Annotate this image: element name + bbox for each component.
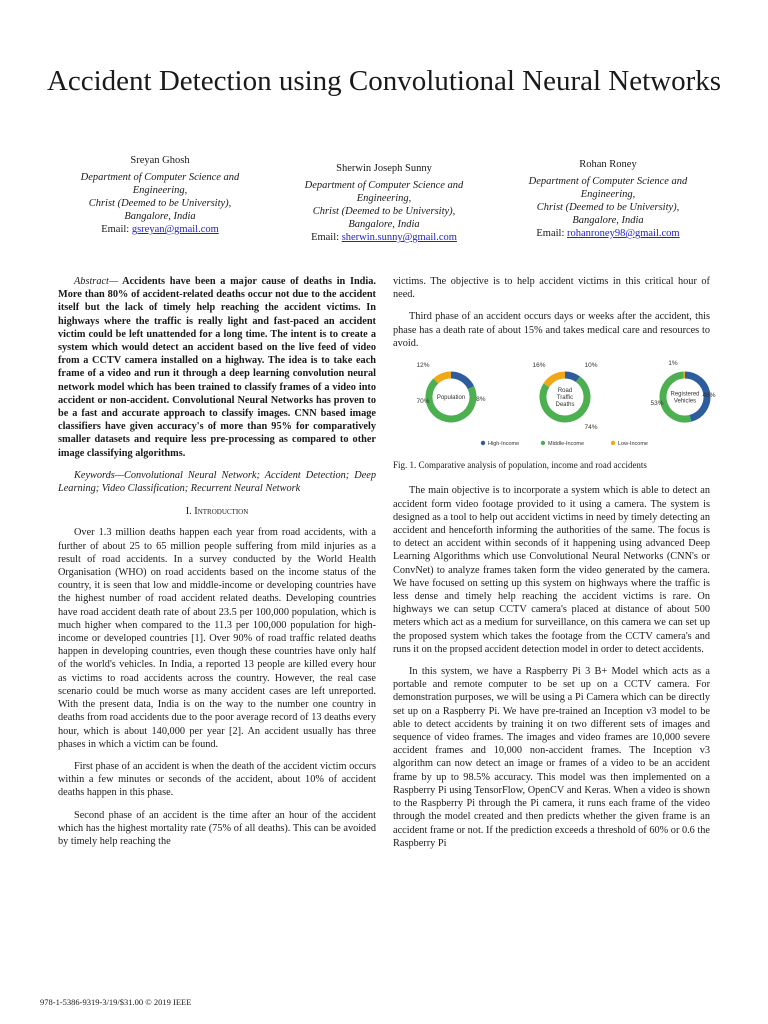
author-city: Bangalore, India	[124, 211, 196, 222]
slice-label: 46%	[702, 392, 716, 400]
legend-marker	[611, 441, 615, 445]
email-label: Email:	[536, 228, 565, 239]
donut-center-label: Traffic	[556, 395, 574, 402]
author-inst: Christ (Deemed to be University),	[312, 206, 456, 217]
author-city: Bangalore, India	[348, 219, 420, 230]
author-dept: Department of Computer Science and Engineering,	[528, 176, 688, 200]
slice-label: 70%	[416, 398, 430, 406]
donut-center-label: Deaths	[555, 402, 575, 409]
donut-charts	[393, 359, 716, 451]
author-email-link[interactable]: sherwin.sunny@gmail.com	[341, 232, 457, 243]
donut-segment	[436, 375, 451, 381]
figure-1	[393, 359, 716, 455]
slice-label: 18%	[472, 396, 486, 404]
donut-center-label: Vehicles	[673, 398, 697, 405]
slice-label: 1%	[668, 360, 678, 368]
donut-center-label: Population	[436, 395, 466, 402]
slice-label: 10%	[584, 362, 598, 370]
author-block-1	[60, 154, 260, 236]
author-inst: Christ (Deemed to be University),	[88, 198, 232, 209]
donut-center-label: Registered	[670, 391, 700, 398]
keywords-text: Convolutional Neural Network; Accident Detection; Deep Learning; Video Classification; Recurrent Neural Network	[58, 469, 376, 495]
paragraph: First phase of an accident is when the death of the accident victim occurs within a few minutes or seconds of the accident, about 10% of accident deaths happen in this phase.	[58, 760, 376, 799]
keywords	[58, 469, 376, 495]
slice-label: 53%	[650, 400, 664, 408]
copyright-footer: 978-1-5386-9319-3/19/$31.00 © 2019 IEEE	[40, 997, 192, 1007]
abstract-text: Accidents have been a major cause of deaths in India. More than 80% of accident-related deaths occur not due to the accident itself but the lack of timely help reaching the accident victims. In highways where the traffic is really light and fast-paced an accident victim could be left unattended for a long time. The intent is to create a system which would detect an accident based on the live feed of video from a CCTV camera installed on a highway. The idea is to take each frame of a video and run it through a deep learning convolution neural network model which has been trained to classify frames of a video into accident or non-accident. Convolutional Neural Networks has proven to be a fast and accurate approach to classify images. CNN based image classifiers have given accuracy's of more than 95% for comparatively smaller datasets and require less pre-processing as compared to other image classifying algorithms.	[58, 276, 376, 459]
slice-label: 74%	[584, 424, 598, 432]
section-heading: I. Introduction	[185, 506, 249, 518]
paragraph: Second phase of an accident is the time after an hour of the accident which has the highest mortality rate (75% of all deaths). This can be avoided by timely help reaching the	[58, 809, 376, 847]
legend-label: Low-Income	[618, 441, 648, 448]
slice-label: 12%	[416, 362, 430, 370]
author-block-2	[284, 162, 484, 244]
legend-label: High-Income	[488, 441, 520, 448]
slice-label: 16%	[532, 362, 546, 370]
donut-center-label: Road	[557, 388, 573, 395]
abstract-lead: Abstract—	[74, 276, 119, 287]
author-block-3	[508, 158, 708, 240]
donut-segment	[546, 375, 565, 385]
right-column	[393, 275, 716, 859]
author-email-link[interactable]: gsreyan@gmail.com	[131, 224, 219, 235]
left-column	[58, 275, 376, 857]
paragraph: victims. The objective is to help accident victims in this critical hour of need.	[393, 276, 710, 301]
author-city: Bangalore, India	[572, 215, 644, 226]
legend-marker	[481, 441, 485, 445]
author-name: Sreyan Ghosh	[130, 155, 190, 166]
legend-label: Middle-Income	[548, 441, 585, 448]
author-inst: Christ (Deemed to be University),	[536, 202, 680, 213]
donut-segment	[565, 375, 578, 379]
paragraph: The main objective is to incorporate a system which is able to detect an accident form video footage provided to it using a camera. The system is designed as a tool to help out accident victims in need by timely detecting an accident and henceforth informing the authorities of the same. The focus is to detect an accident within seconds of it happening using advanced Deep Learning Algorithms which use Convolutional Neural Networks (CNN's or ConvNet) to analyze frames taken form the video generated by the camera. We have focused on setting up this system on highways where the traffic is less dense and timely help reaching the accident victims is rare. On highways we can setup CCTV camera's placed at distance of about 500 meters which act as a medium for surveillance, on this camera we can set up the proposed system which takes the footage from the CCTV camera's and runs it on the propsed accident detection model in order to detect accidents.	[393, 485, 710, 655]
author-name: Rohan Roney	[579, 159, 637, 170]
author-email-link[interactable]: rohanroney98@gmail.com	[567, 228, 680, 239]
email-label: Email:	[311, 232, 340, 243]
paragraph: In this system, we have a Raspberry Pi 3 B+ Model which acts as a portable and remote computer to be set up on a CCTV camera. For demonstration purposes, we will be using a Pi Camera which can be directly set up on a Raspberry Pi. We have pre-trained an Inception v3 model to be able to detect accidents by training it on two different sets of images and sequence of video frames. The images and video frames are 10,000 severe accident frames and 10,000 non-accident frames. The Inception v3 algorithm can now detect an image or frames of a video to be an accident frame by up to 98.5% accuracy. This model was then implemented on a Raspberry Pi using TensorFlow, OpenCV and Keras. When a video is shown to the Raspberry Pi through the Pi camera, it runs each frame of the video through the model created and then predicts whether the given frame is an accident frame or not. If the prediction exceeds a threshold of 60% or 0.6 the Raspberry Pi	[393, 666, 710, 849]
keywords-lead: Keywords—	[74, 469, 124, 481]
author-name: Sherwin Joseph Sunny	[336, 163, 432, 174]
figure-caption: Fig. 1. Comparative analysis of population, income and road accidents	[393, 460, 647, 471]
abstract	[58, 275, 376, 460]
email-label: Email:	[101, 224, 130, 235]
author-dept: Department of Computer Science and Engineering,	[80, 172, 240, 196]
legend-marker	[541, 441, 545, 445]
paragraph: Over 1.3 million deaths happen each year from road accidents, with a further of about 25 to 65 million people suffering from mild injuries as a result of road accidents. In a survey conducted by the World Health Organisation (WHO) on road accidents based on the income status of the country, it is seen that low and middle-income or developing countries have the highest number of road accident related deaths. Developing countries have road accident death rate of about 23.5 per 100,000 population, which is much higher when compared to the 11.3 per 100,000 population for high-income or developed countries [1]. Over 90% of road traffic related deaths happen in developing countries, even though these countries have only half of the world's vehicles. In India, a reported 13 people are killed every hour as victims to road accidents across the country. However, the real case scenario could be much worse as many accident cases are left unreported. With the present data, India is on the way to the number one country in deaths from road accidents due to the poor average record of 13 deaths every hour, which is about 140,000 per year [2]. An accident usually has three phases in which a victim can be found.	[58, 527, 376, 750]
author-dept: Department of Computer Science and Engineering,	[304, 180, 464, 204]
donut-segment	[451, 375, 471, 388]
paragraph: Third phase of an accident occurs days or weeks after the accident, this phase has a death rate of about 15% and takes medical care and resources to avoid.	[393, 311, 710, 349]
paper-title: Accident Detection using Convolutional Neural Networks	[46, 65, 722, 97]
